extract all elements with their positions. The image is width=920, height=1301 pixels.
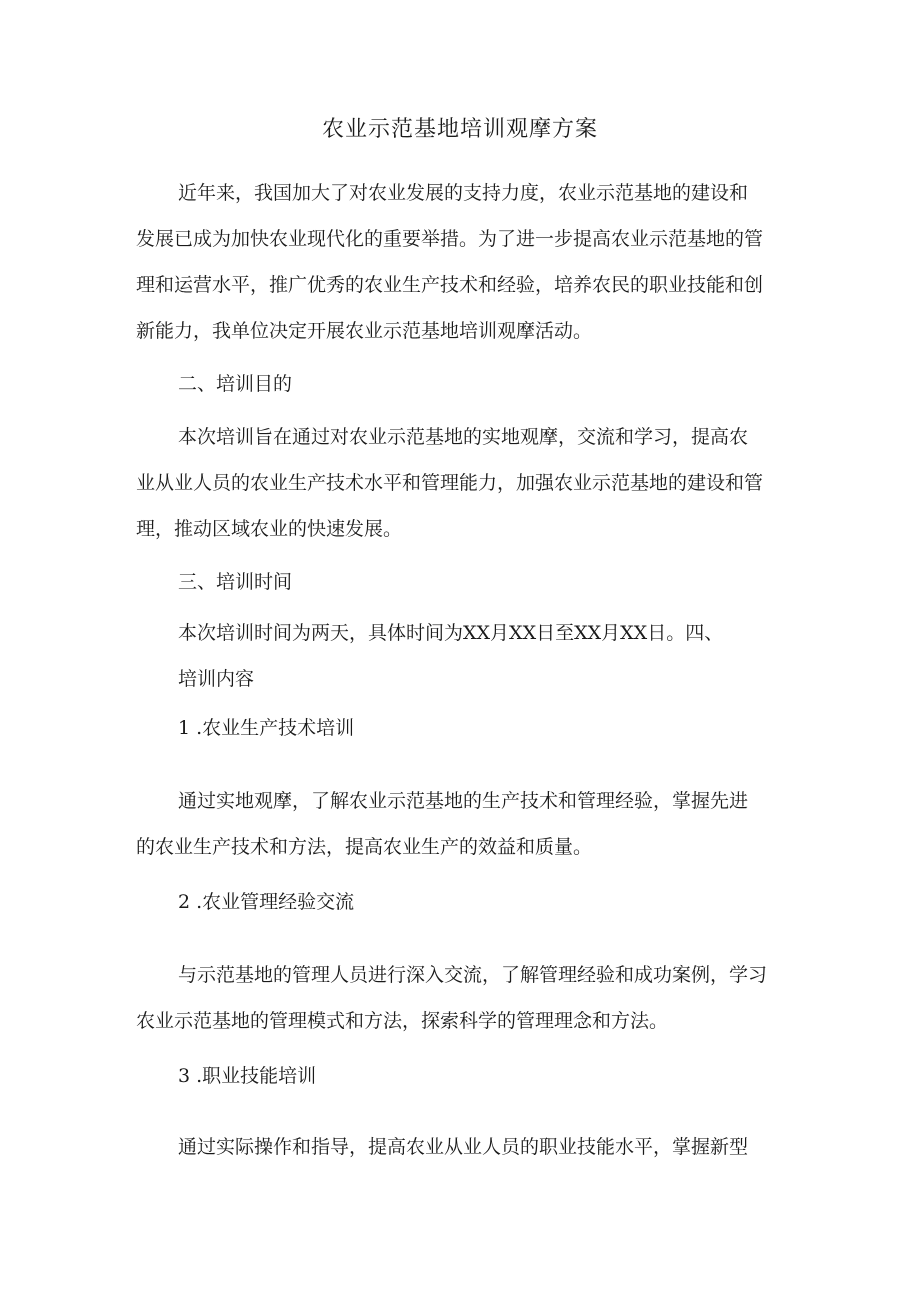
text-line: 农业示范基地的管理模式和方法，探索科学的管理理念和方法。 (136, 1010, 669, 1032)
production-tech-paragraph (136, 778, 796, 870)
text-line: 本次培训旨在通过对农业示范基地的实地观摩，交流和学习，提高农 (178, 426, 749, 448)
item-heading-vocational-skills: 3 .职业技能培训 (178, 1065, 317, 1087)
section-heading-time: 三、培训时间 (178, 571, 293, 593)
text-line: 理，推动区域农业的快速发展。 (136, 518, 403, 540)
purpose-paragraph (136, 414, 796, 552)
intro-paragraph (136, 170, 796, 354)
text-line: 理和运营水平，推广优秀的农业生产技术和经验，培养农民的职业技能和创 (136, 274, 764, 296)
text-line: 业从业人员的农业生产技术水平和管理能力，加强农业示范基地的建设和管 (136, 472, 764, 494)
text-line: 发展已成为加快农业现代化的重要举措。为了进一步提高农业示范基地的管 (136, 228, 764, 250)
item-heading-management-exchange: 2 .农业管理经验交流 (178, 891, 355, 913)
text-line: 通过实地观摩，了解农业示范基地的生产技术和管理经验，掌握先进 (178, 790, 749, 812)
text-line: 本次培训时间为两天，具体时间为XX月XX日至XX月XX日。四、 (178, 622, 724, 644)
time-paragraph (136, 610, 796, 702)
item-heading-production-tech: 1 .农业生产技术培训 (178, 717, 355, 739)
text-line: 的农业生产技术和方法，提高农业生产的效益和质量。 (136, 836, 593, 858)
management-exchange-paragraph (136, 952, 796, 1044)
text-line: 通过实际操作和指导，提高农业从业人员的职业技能水平，掌握新型 (178, 1136, 749, 1158)
section-heading-purpose: 二、培训目的 (178, 373, 293, 395)
document-title: 农业示范基地培训观摩方案 (321, 117, 598, 142)
text-line: 近年来，我国加大了对农业发展的支持力度，农业示范基地的建设和 (178, 182, 749, 204)
vocational-skills-paragraph (136, 1124, 796, 1170)
text-line: 培训内容 (178, 668, 255, 690)
text-line: 新能力，我单位决定开展农业示范基地培训观摩活动。 (136, 320, 593, 342)
text-line: 与示范基地的管理人员进行深入交流，了解管理经验和成功案例，学习 (178, 964, 768, 986)
